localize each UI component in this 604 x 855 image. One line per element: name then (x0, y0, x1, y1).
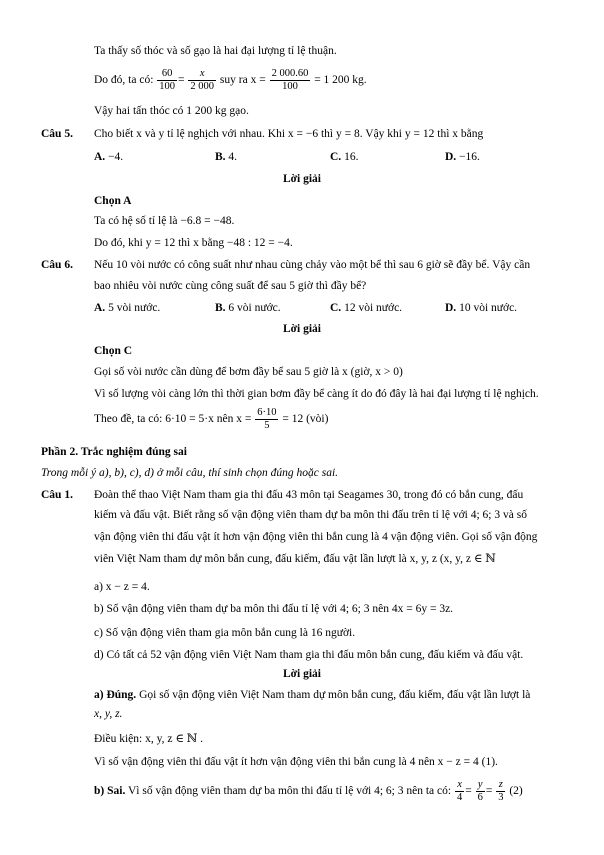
statement-c: c) Số vận động viên tham gia môn bắn cung là 16 người. (94, 627, 356, 639)
solution-title: Lời giải (283, 173, 321, 185)
solution-title: Lời giải (283, 668, 321, 680)
option-d: D. 10 vòi nước. (445, 302, 518, 314)
verdict: b) Sai. (94, 785, 126, 797)
intro-text: suy ra x = (219, 74, 266, 86)
part-title: Phần 2. Trắc nghiệm đúng sai (41, 446, 187, 458)
solution-line: b) Sai. Vì số vận động viên tham dự ba môn thi đấu tỉ lệ với 4; 6; 3 nên ta có: $\frac{x}{4}$ = $\frac{y}{6}$ = $\frac{z}{3}$ (2) (94, 778, 523, 803)
solution-text: Theo đề, ta có: 6·10 = 5·x nên x = (94, 413, 252, 425)
question-label: Câu 1. (41, 489, 73, 501)
statement-d: d) Có tất cả 52 vận động viên Việt Nam tham gia thi đấu môn bắn cung, đấu kiếm và đấu vật. (94, 649, 524, 661)
intro-text: Do đó, ta có: (94, 74, 154, 86)
question-label: Câu 6. (41, 259, 73, 271)
fraction: $\frac{y}{6}$ (477, 778, 483, 803)
statement-b: b) Số vận động viên tham dự ba môn thi đấu tỉ lệ với 4; 6; 3 nên 4x = 6y = 3z. (94, 603, 454, 615)
solution-line: Vì số vận động viên thi đấu vật ít hơn vận động viên thi bắn cung là 4 nên x − z = 4 (1). (94, 756, 498, 768)
solution-text: Vì số vận động viên tham dự ba môn thi đấu tỉ lệ với 4; 6; 3 nên ta có: (128, 785, 452, 797)
solution-line: Vì số lượng vòi càng lớn thì thời gian bơm đầy bể càng ít do đó đây là hai đại lượng tỉ lệ nghịch. (94, 388, 539, 400)
fraction: $\frac{6\cdot 10}{5}$ (257, 406, 277, 431)
question-text: kiếm và đấu vật. Biết rằng số vận động viên tham dự ba môn thi đấu trên tỉ lệ với 4; 6; 3 và số (94, 509, 527, 521)
option-b: B. 4. (215, 151, 238, 163)
solution-line: Gọi số vòi nước cần dùng để bơm đầy bể sau 5 giờ là x (giờ, x > 0) (94, 366, 403, 378)
question-text: Nếu 10 vòi nước có công suất như nhau cùng chảy vào một bể thì sau 6 giờ sẽ đầy bể. Vậy cần (94, 259, 531, 271)
solution-title: Lời giải (283, 323, 321, 335)
question-text: vận động viên thi đấu vật ít hơn vận động viên thi bắn cung là 4 vận động viên. Gọi số vận động (94, 531, 538, 543)
option-b: B. 6 vòi nước. (215, 302, 281, 314)
verdict: a) Đúng. (94, 689, 137, 701)
answer-choice: Chọn A (94, 195, 132, 207)
solution-text: = 12 (vòi) (282, 413, 329, 425)
option-a: A. −4. (94, 151, 124, 163)
option-d: D. −16. (445, 151, 480, 163)
part-instructions: Trong mỗi ý a), b), c), d) ở mỗi câu, thí sinh chọn đúng hoặc sai. (41, 467, 339, 479)
fraction: $\frac{x}{4}$ (456, 778, 463, 803)
intro-line-3: Vậy hai tấn thóc có 1 200 kg gạo. (94, 105, 249, 117)
equation-number: (2) (509, 785, 523, 797)
solution-line (94, 688, 530, 702)
option-c: C. 16. (330, 151, 359, 163)
intro-text: = 1 200 kg. (314, 74, 367, 86)
intro-line-2: Do đó, ta có: $\frac{60}{100}$ = $\frac{x}{2 000}$ suy ra x = $\frac{2 000.60}{100}$ = 1 200 kg. (94, 67, 367, 92)
solution-line: Điều kiện: x, y, z ∈ ℕ . (94, 733, 203, 745)
statement-a: a) x − z = 4. (94, 581, 150, 593)
intro-line-1: Ta thấy số thóc và số gạo là hai đại lượng tỉ lệ thuận. (94, 45, 337, 57)
fraction: $\frac{2 000.60}{100}$ (271, 67, 309, 92)
solution-line: x, y, z. (94, 708, 123, 720)
fraction: $\frac{x}{2 000}$ (190, 67, 215, 92)
option-c: C. 12 vòi nước. (330, 302, 403, 314)
solution-line (94, 404, 328, 434)
question-label: Câu 5. (41, 128, 73, 140)
question-text: Cho biết x và y tỉ lệ nghịch với nhau. Khi x = −6 thì y = 8. Vậy khi y = 12 thì x bằng (94, 128, 484, 140)
question-text: viên Việt Nam tham dự môn bắn cung, đấu kiếm, đấu vật lần lượt là x, y, z (x, y, z ∈ ℕ (94, 553, 496, 565)
question-text: Đoàn thể thao Việt Nam tham gia thi đấu 43 môn tại Seagames 30, trong đó có bắn cung, đấu (94, 489, 524, 501)
question-text: bao nhiêu vòi nước cùng công suất để sau 5 giờ thì đầy bể? (94, 280, 367, 292)
solution-line: Ta có hệ số tỉ lệ là −6.8 = −48. (94, 215, 235, 227)
solution-text: Gọi số vận động viên Việt Nam tham dự môn bắn cung, đấu kiếm, đấu vật lần lượt là (139, 689, 531, 701)
answer-choice: Chọn C (94, 345, 133, 357)
solution-line: Do đó, khi y = 12 thì x bằng −48 : 12 = −4. (94, 237, 293, 249)
fraction: $\frac{z}{3}$ (498, 778, 504, 803)
fraction: $\frac{60}{100}$ (159, 67, 176, 92)
option-a: A. 5 vòi nước. (94, 302, 161, 314)
